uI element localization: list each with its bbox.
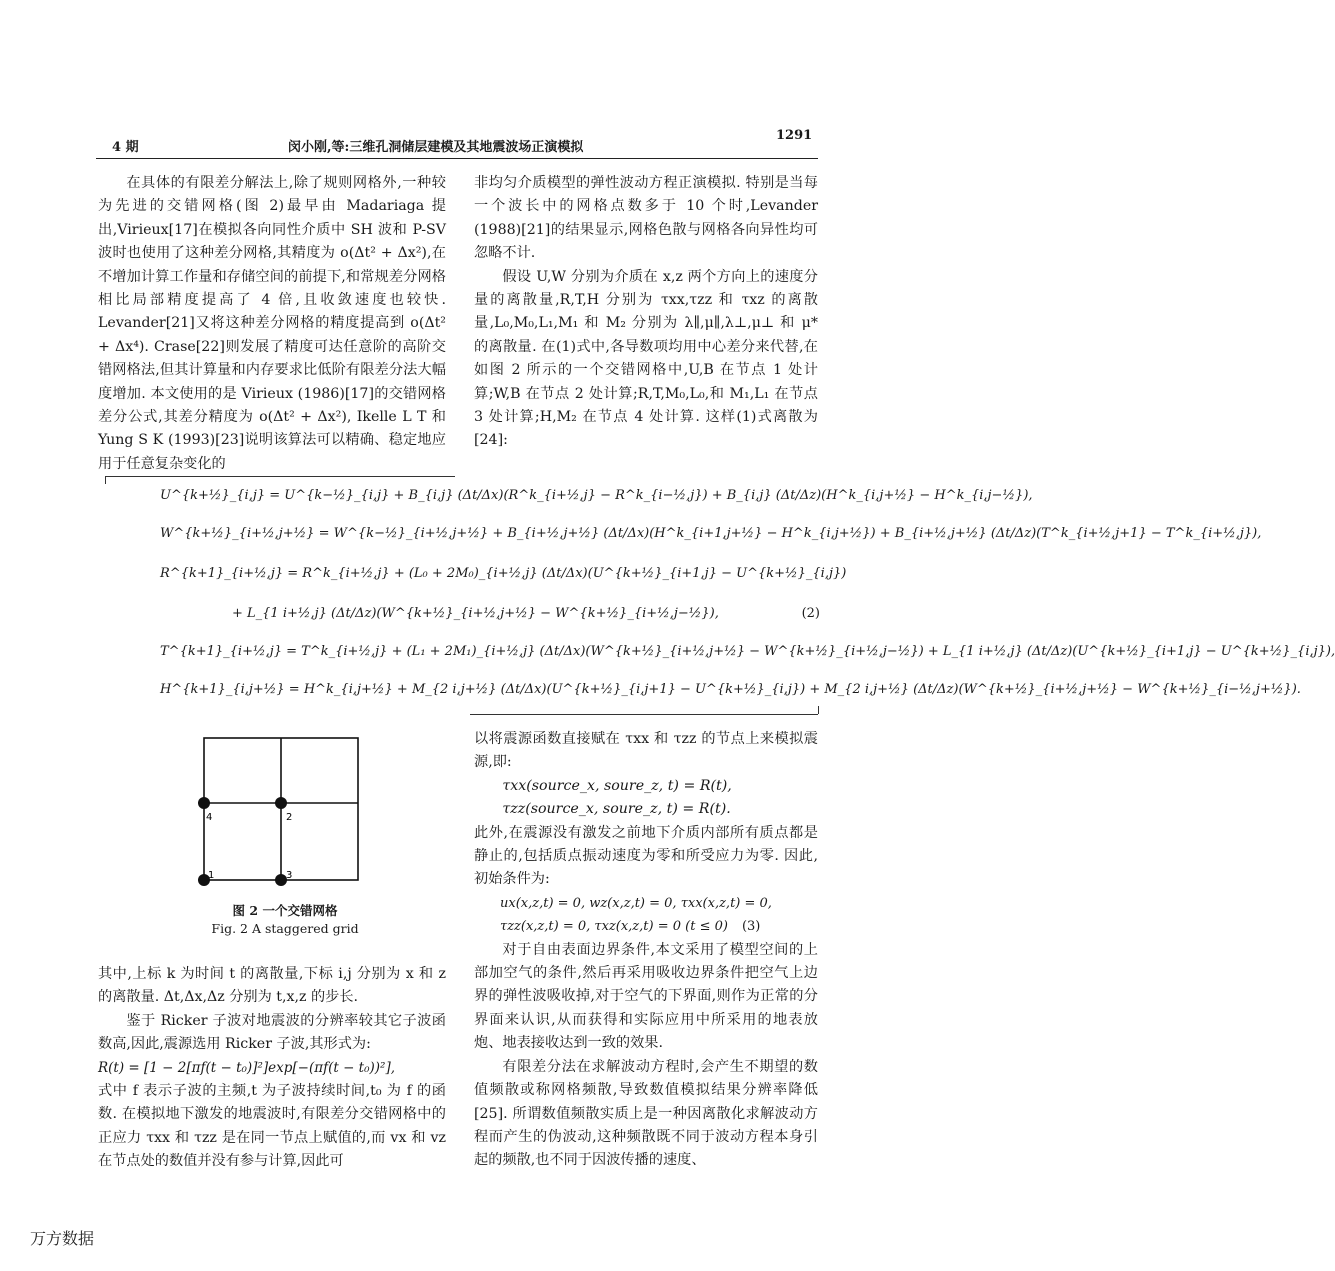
paragraph: 式中 f 表示子波的主频,t 为子波持续时间,t₀ 为 f 的函数. 在模拟地下激发的地震波时,有限差分交错网格中的正应力 τxx 和 τzz 是在同一节点上赋值的,而 vx 和 vz 在节点处的数值并没有参与计算,因此可: [98, 1083, 446, 1170]
figure-caption-cn: 图 2 一个交错网格: [232, 903, 338, 918]
node-label: 4: [206, 812, 213, 823]
equation-r: R^{k+1}_{i+½,j} = R^k_{i+½,j} + (L₀ + 2M₀)_{i+½,j} (Δt/Δx)(U^{k+½}_{i+1,j} − U^{k+½}_{i,j}): [160, 566, 847, 581]
node-label: 2: [286, 812, 293, 823]
equation-h: H^{k+1}_{i,j+½} = H^k_{i,j+½} + M_{2 i,j+½} (Δt/Δx)(U^{k+½}_{i,j+1} − U^{k+½}_{i,j}) + M_{2 i,j+½} (Δt/Δz)(W^{k+½}_{i+½,j+½} − W^{k+½}_{i−½,j+½}).: [160, 682, 1301, 697]
node-label: 3: [286, 870, 293, 881]
paragraph: 在具体的有限差分解法上,除了规则网格外,一种较为先进的交错网格(图 2)最早由 Madariaga 提出,Virieux[17]在模拟各向同性介质中 SH 波和 P-SV 波时也使用了这种差分网格,其精度为 o(Δt² + Δx²),在不增加计算工作量和存储空间的前提下,和常规差分网格相比局部精度提高了 4 倍,且收敛速度也较快. Levander[21]又将这种差分网格的精度提高到 o(Δt² + Δx⁴). Crase[22]则发展了精度可达任意阶的高阶交错网格法,但其计算量和内存要求比低阶有限差分法大幅度增加. 本文使用的是 Virieux (1986)[17]的交错网格差分公式,其差分精度为 o(Δt² + Δx²), Ikelle L T 和 Yung S K (1993)[23]说明该算法可以精确、稳定地应用于任意复杂变化的: [98, 175, 446, 472]
header-rule: [96, 158, 818, 159]
equation-r-cont: + L_{1 i+½,j} (Δt/Δz)(W^{k+½}_{i+½,j+½} − W^{k+½}_{i+½,j−½}),: [232, 606, 719, 621]
formula: τxx(source_x, soure_z, t) = R(t),: [502, 777, 732, 794]
equation-u: U^{k+½}_{i,j} = U^{k−½}_{i,j} + B_{i,j} (Δt/Δx)(R^k_{i+½,j} − R^k_{i−½,j}) + B_{i,j} (Δt/Δz)(H^k_{i,j+½} − H^k_{i,j−½}),: [160, 488, 1033, 503]
right-column-top: [474, 172, 818, 453]
paragraph: 以将震源函数直接赋在 τxx 和 τzz 的节点上来模拟震源,即:: [474, 731, 818, 771]
paragraph: 其中,上标 k 为时间 t 的离散量,下标 i,j 分别为 x 和 z 的离散量. Δt,Δx,Δz 分别为 t,x,z 的步长.: [98, 966, 446, 1006]
page-number: 1291: [776, 128, 813, 143]
equation-number: (3): [741, 919, 761, 935]
equation-number: (2): [801, 606, 820, 621]
section-separator: [105, 476, 455, 477]
left-column-bottom: [98, 963, 446, 1174]
right-column-bottom: [474, 728, 818, 1173]
equation-block: [160, 484, 1335, 710]
grid-node-2: [275, 797, 287, 809]
node-label: 1: [208, 870, 215, 881]
ricker-formula: R(t) = [1 − 2[πf(t − t₀)]²]exp[−(πf(t − t₀))²],: [98, 1059, 396, 1076]
formula: ux(x,z,t) = 0, wz(x,z,t) = 0, τxx(x,z,t) = 0,: [500, 895, 772, 911]
formula: [474, 915, 818, 938]
section-separator: [105, 476, 106, 484]
staggered-grid-figure: [194, 736, 364, 888]
paragraph: 有限差分法在求解波动方程时,会产生不期望的数值频散或称网格频散,导致数值模拟结果分辨率降低[25]. 所谓数值频散实质上是一种因离散化求解波动方程而产生的伪波动,这种频散既不同于波动方程本身引起的频散,也不同于因波传播的速度、: [474, 1058, 818, 1169]
paragraph: 非均匀介质模型的弹性波动方程正演模拟. 特别是当每一个波长中的网格点数多于 10 个时,Levander (1988)[21]的结果显示,网格色散与网格各向异性均可忽略不计.: [474, 175, 818, 262]
grid-node-4: [198, 797, 210, 809]
left-column-top: [98, 172, 446, 476]
equation-t: T^{k+1}_{i+½,j} = T^k_{i+½,j} + (L₁ + 2M₁)_{i+½,j} (Δt/Δx)(W^{k+½}_{i+½,j+½} − W^{k+½}_{i+½,j−½}) + L_{1 i+½,j} (Δt/Δz)(U^{k+½}_{i+1,j} − U^{k+½}_{i,j}),: [160, 644, 1335, 659]
paragraph: 此外,在震源没有激发之前地下介质内部所有质点都是静止的,包括质点振动速度为零和所受应力为零. 因此,初始条件为:: [474, 824, 818, 888]
paragraph: 鉴于 Ricker 子波对地震波的分辨率较其它子波函数高,因此,震源选用 Ricker 子波,其形式为:: [98, 1012, 446, 1053]
figure-caption-en: Fig. 2 A staggered grid: [211, 921, 359, 936]
formula: τzz(source_x, soure_z, t) = R(t).: [502, 801, 731, 818]
paragraph: 对于自由表面边界条件,本文采用了模型空间的上部加空气的条件,然后再采用吸收边界条件把空气上边界的弹性波吸收掉,对于空气的下界面,则作为正常的分界面来认识,从而获得和实际应用中所采用的地表放炮、地表接收达到一致的效果.: [474, 941, 818, 1052]
running-title: 闵小刚,等:三维孔洞储层建模及其地震波场正演模拟: [288, 140, 584, 155]
equation-w: W^{k+½}_{i+½,j+½} = W^{k−½}_{i+½,j+½} + B_{i+½,j+½} (Δt/Δx)(H^k_{i+1,j+½} − H^k_{i,j+½}) + B_{i+½,j+½} (Δt/Δz)(T^k_{i+½,j+1} − T^k_{i+½,j}),: [160, 526, 1262, 541]
paragraph: 假设 U,W 分别为介质在 x,z 两个方向上的速度分量的离散量,R,T,H 分别为 τxx,τzz 和 τxz 的离散量,L₀,M₀,L₁,M₁ 和 M₂ 分别为 λ∥,μ∥,λ⊥,μ⊥ 和 μ* 的离散量. 在(1)式中,各导数项均用中心差分来代替,在如图 2 所示的一个交错网格中,U,B 在节点 1 处计算;W,B 在节点 2 处计算;R,T,M₀,L₀,和 M₁,L₁ 在节点 3 处计算;H,M₂ 在节点 4 处计算. 这样(1)式离散为[24]:: [474, 268, 818, 449]
watermark: 万方数据: [30, 1229, 95, 1248]
section-separator: [470, 714, 818, 715]
issue-number: 4 期: [112, 140, 139, 155]
formula-text: τzz(x,z,t) = 0, τxz(x,z,t) = 0 (t ≤ 0): [500, 919, 728, 935]
